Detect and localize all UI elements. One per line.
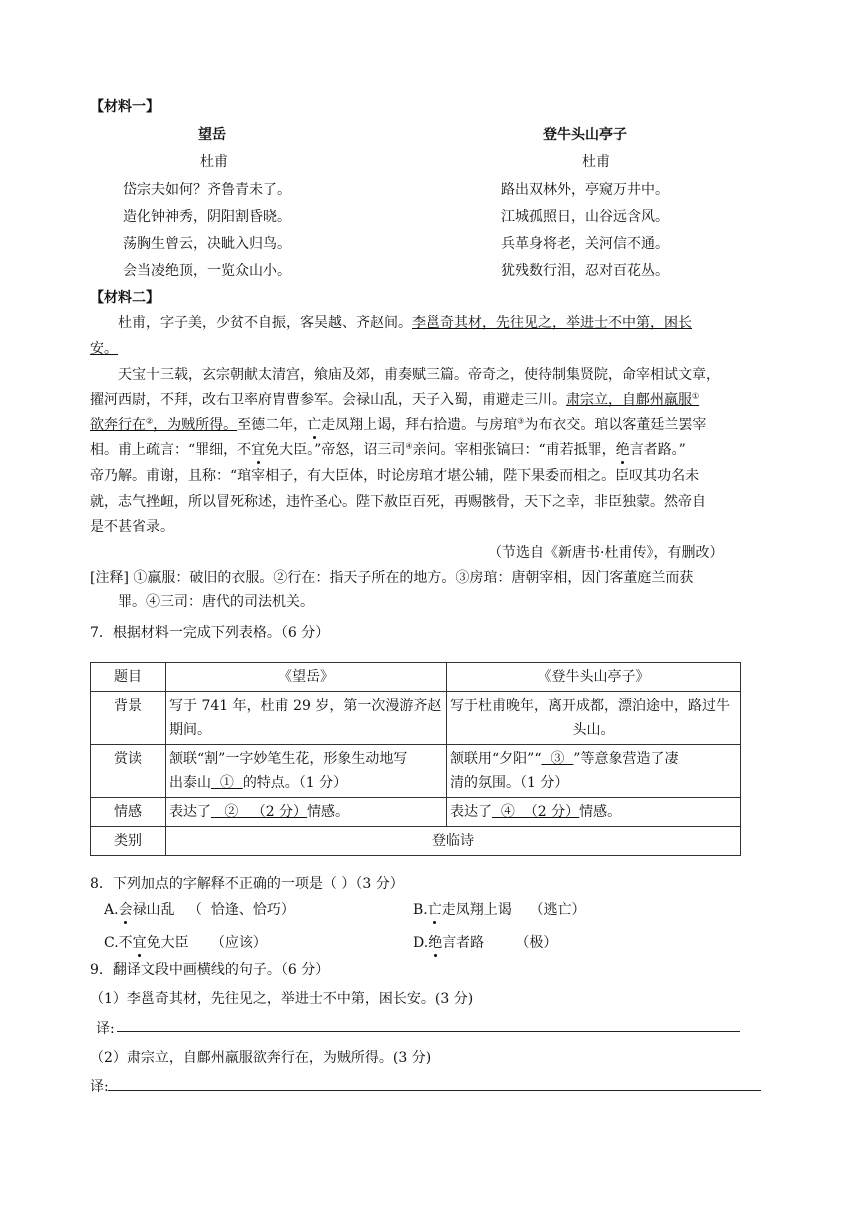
question-8-prompt: 8．下列加点的字解释不正确的一项是（ ）（3 分） [90,876,404,892]
poem2-line: 江城孤照日，山谷远含风。 [501,209,669,225]
poem1-title: 望岳 [198,127,226,143]
table-cell: 写于 741 年，杜甫 29 岁，第一次漫游齐赵期间。 [166,692,447,745]
poem2-line: 犹残数行泪，忍对百花丛。 [501,263,669,279]
source-citation: （节选自《新唐书·杜甫传》，有删改） [488,545,724,561]
dotted-character: 亡 [307,417,322,433]
row-label: 背景 [91,692,166,745]
answer-label: 译: [96,1021,115,1037]
table-row [91,692,741,745]
table-cell: 写于杜甫晚年，离开成都，漂泊途中，路过牛 头山。 [447,692,741,745]
poem1-line: 造化钟神秀，阴阳割昏晓。 [123,209,291,225]
material2-heading: 【材料二】 [90,290,160,306]
material1-heading: 【材料一】 [90,99,160,115]
paragraph2-line: 天宝十三载，玄宗朝献太清宫，飨庙及郊，甫奏赋三篇。帝奇之，使待制集贤院，命宰相试文章， [118,367,720,383]
table-cell: 登临诗 [166,827,741,856]
dotted-character: 宜 [251,442,266,458]
underlined-sentence-2: 肃宗立，自鄜州羸服① [566,391,700,408]
poem2-author: 杜甫 [582,154,610,170]
dotted-character: 绝 [615,442,630,458]
table-header-cell: 《登牛头山亭子》 [447,663,741,692]
question-9-prompt: 9．翻译文段中画横线的句子。（6 分） [90,962,330,978]
paragraph2-line: 欲奔行在②，为贼所得。至德二年，亡走凤翔上谒，拜右拾遗。与房琯③为布衣交。琯以客董廷兰罢宰 [90,416,707,433]
option-c[interactable]: C.不宜免大臣 （应该） [104,935,267,951]
poem2-line: 兵革身将老，关河信不通。 [501,236,669,252]
row-label: 赏读 [91,745,166,798]
paragraph2-line: 擢河西尉，不拜，改右卫率府胄曹参军。会禄山乱，天子入蜀，甫避走三川。肃宗立，自鄜州羸服① [90,391,700,408]
annotation-line: [注释] ①羸服：破旧的衣服。②行在：指天子所在的地方。③房琯：唐朝宰相，因门客董庭兰而获 [90,570,694,586]
option-b[interactable]: B.亡走凤翔上谒 （逃亡） [413,902,586,918]
answer-line-1[interactable] [117,1031,740,1032]
underlined-sentence-2-end: 欲奔行在②，为贼所得。 [90,416,238,433]
table-cell: 表达了 ④ （2 分）情感。 [447,798,741,827]
blank-1: ① [211,775,243,791]
table-header-cell: 《望岳》 [166,663,447,692]
poem2-title: 登牛头山亭子 [543,127,627,143]
paragraph2-line: 是不甚省录。 [90,519,174,535]
table-row [91,798,741,827]
table-cell: 表达了 ② （2 分）情感。 [166,798,447,827]
poem1-line: 岱宗夫如何？齐鲁青未了。 [123,182,291,198]
material2-paragraph1: 杜甫，字子美，少贫不自振，客吴越、齐赵间。李邕奇其材，先往见之，举进士不中第，困长 [118,315,692,331]
annotation-line: 罪。④三司：唐代的司法机关。 [118,594,314,610]
paragraph2-line: 帝乃解。甫谢，且称：“琯宰相子，有大臣体，时论房琯才堪公辅，陛下果委而相之。臣叹其功名未 [90,468,700,484]
answer-label: 译: [90,1079,109,1095]
answer-line-2[interactable] [108,1090,761,1091]
poem1-author: 杜甫 [200,154,228,170]
question-9-sentence-1: （1）李邕奇其材，先往见之，举进士不中第，困长安。(3 分) [90,991,474,1007]
poem1-line: 荡胸生曾云，决眦入归鸟。 [123,236,291,252]
question-9-sentence-2: （2）肃宗立，自鄜州羸服欲奔行在，为贼所得。(3 分) [90,1050,432,1066]
blank-2: ② （2 分） [211,804,308,820]
paragraph2-line: 相。甫上疏言：“罪细，不宜免大臣。”帝怒，诏三司④亲问。宰相张镐曰：“甫若抵罪，绝言者路。” [90,441,686,458]
question-7-prompt: 7．根据材料一完成下列表格。（6 分） [90,625,330,641]
row-label: 类别 [91,827,166,856]
table-row [91,827,741,856]
table-cell: 颔联“割”一字妙笔生花，形象生动地写 出泰山 ① 的特点。（1 分） [166,745,447,798]
table-row [91,745,741,798]
table-header-cell: 题目 [91,663,166,692]
question-7-table [90,662,741,856]
paragraph2-line: 就，志气挫衄，所以冒死称述，违忤圣心。陛下赦臣百死，再赐骸骨，天下之幸，非臣独蒙。然帝自 [90,494,706,510]
option-a[interactable]: A.会禄山乱 （ 恰逢、恰巧） [104,902,295,918]
row-label: 情感 [91,798,166,827]
table-cell: 颔联用“夕阳”“ ③ ”等意象营造了凄 清的氛围。（1 分） [447,745,741,798]
table-row [91,663,741,692]
poem2-line: 路出双林外，亭窥万井中。 [501,182,669,198]
underlined-sentence-1-end: 安。 [90,341,118,357]
poem1-line: 会当凌绝顶，一览众山小。 [123,263,291,279]
underlined-sentence-1: 李邕奇其材，先往见之，举进士不中第，困长 [412,315,692,331]
blank-3: ③ [541,751,574,767]
blank-4: ④ （2 分） [492,804,580,820]
option-d[interactable]: D.绝言者路 （极） [413,935,558,951]
